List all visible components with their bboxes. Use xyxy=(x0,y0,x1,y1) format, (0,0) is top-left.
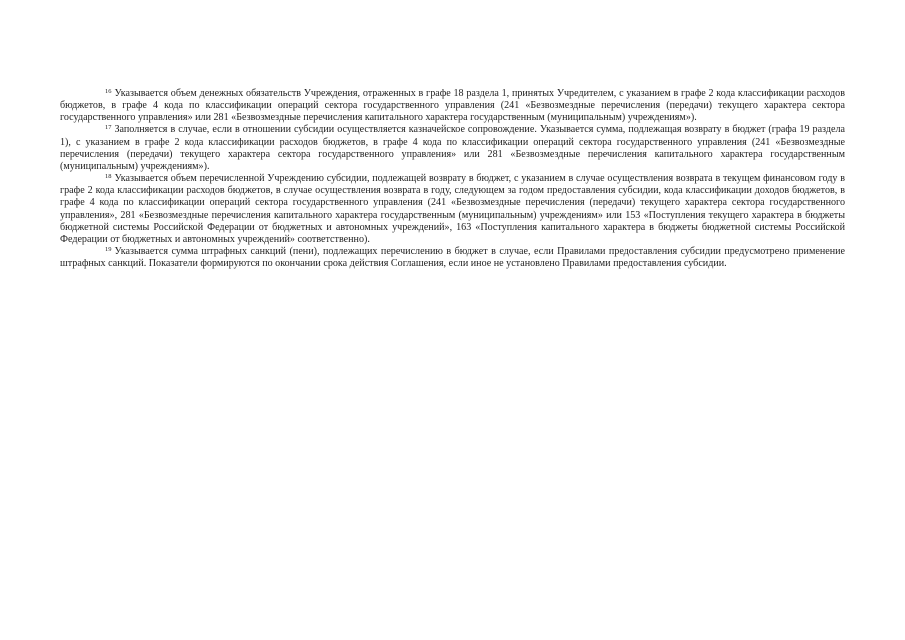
footnote-mark: 18 xyxy=(105,172,112,180)
footnote-16 xyxy=(60,88,845,124)
footnote-mark: 17 xyxy=(105,123,112,131)
footnotes-block xyxy=(60,88,845,270)
footnote-text: Указывается объем перечисленной Учреждению субсидии, подлежащей возврату в бюджет, с указанием в случае осуществления возврата в текущем финансовом году в графе 2 кода классификации расходов бюджетов, в случае осуществления возврата в году, следующем за годом предоставления субсидии, кода классификации доходов бюджетов, в графе 4 кода по классификации операций сектора государственного управления (241 «Безвозмездные перечисления (передачи) текущего характера сектора государственного управления», 281 «Безвозмездные перечисления капитального характера государственным (муниципальным) учреждениям» или 153 «Поступления текущего характера в бюджеты бюджетной системы Российской Федерации от бюджетных и автономных учреждений», 163 «Поступления капитального характера в бюджеты бюджетной системы Российской Федерации от бюджетных и автономных учреждений» соответственно). xyxy=(60,173,845,245)
footnote-text: Заполняется в случае, если в отношении субсидии осуществляется казначейское сопровождение. Указывается сумма, подлежащая возврату в бюджет (графа 19 раздела 1), с указанием в графе 2 кода классификации расходов бюджетов, в графе 4 кода по классификации операций сектора государственного управления (241 «Безвозмездные перечисления (передачи) текущего характера сектора государственного управления» или 281 «Безвозмездные перечисления капитального характера государственным (муниципальным) учреждениям»). xyxy=(60,124,845,172)
footnote-17 xyxy=(60,124,845,173)
footnote-18 xyxy=(60,173,845,246)
footnote-text: Указывается объем денежных обязательств Учреждения, отраженных в графе 18 раздела 1, принятых Учредителем, с указанием в графе 2 кода классификации расходов бюджетов, в графе 4 кода по классификации операций сектора государственного управления (241 «Безвозмездные перечисления (передачи) текущего характера сектора государственного управления» или 281 «Безвозмездные перечисления капитального характера государственным (муниципальным) учреждениям»). xyxy=(60,88,845,124)
footnote-text: Указывается сумма штрафных санкций (пени), подлежащих перечислению в бюджет в случае, если Правилами предоставления субсидии предусмотрено применение штрафных санкций. Показатели формируются по окончании срока действия Соглашения, если иное не установлено Правилами предоставления субсидии. xyxy=(60,246,845,270)
footnote-19 xyxy=(60,246,845,270)
footnote-mark: 19 xyxy=(105,245,112,253)
footnote-mark: 16 xyxy=(105,87,112,95)
